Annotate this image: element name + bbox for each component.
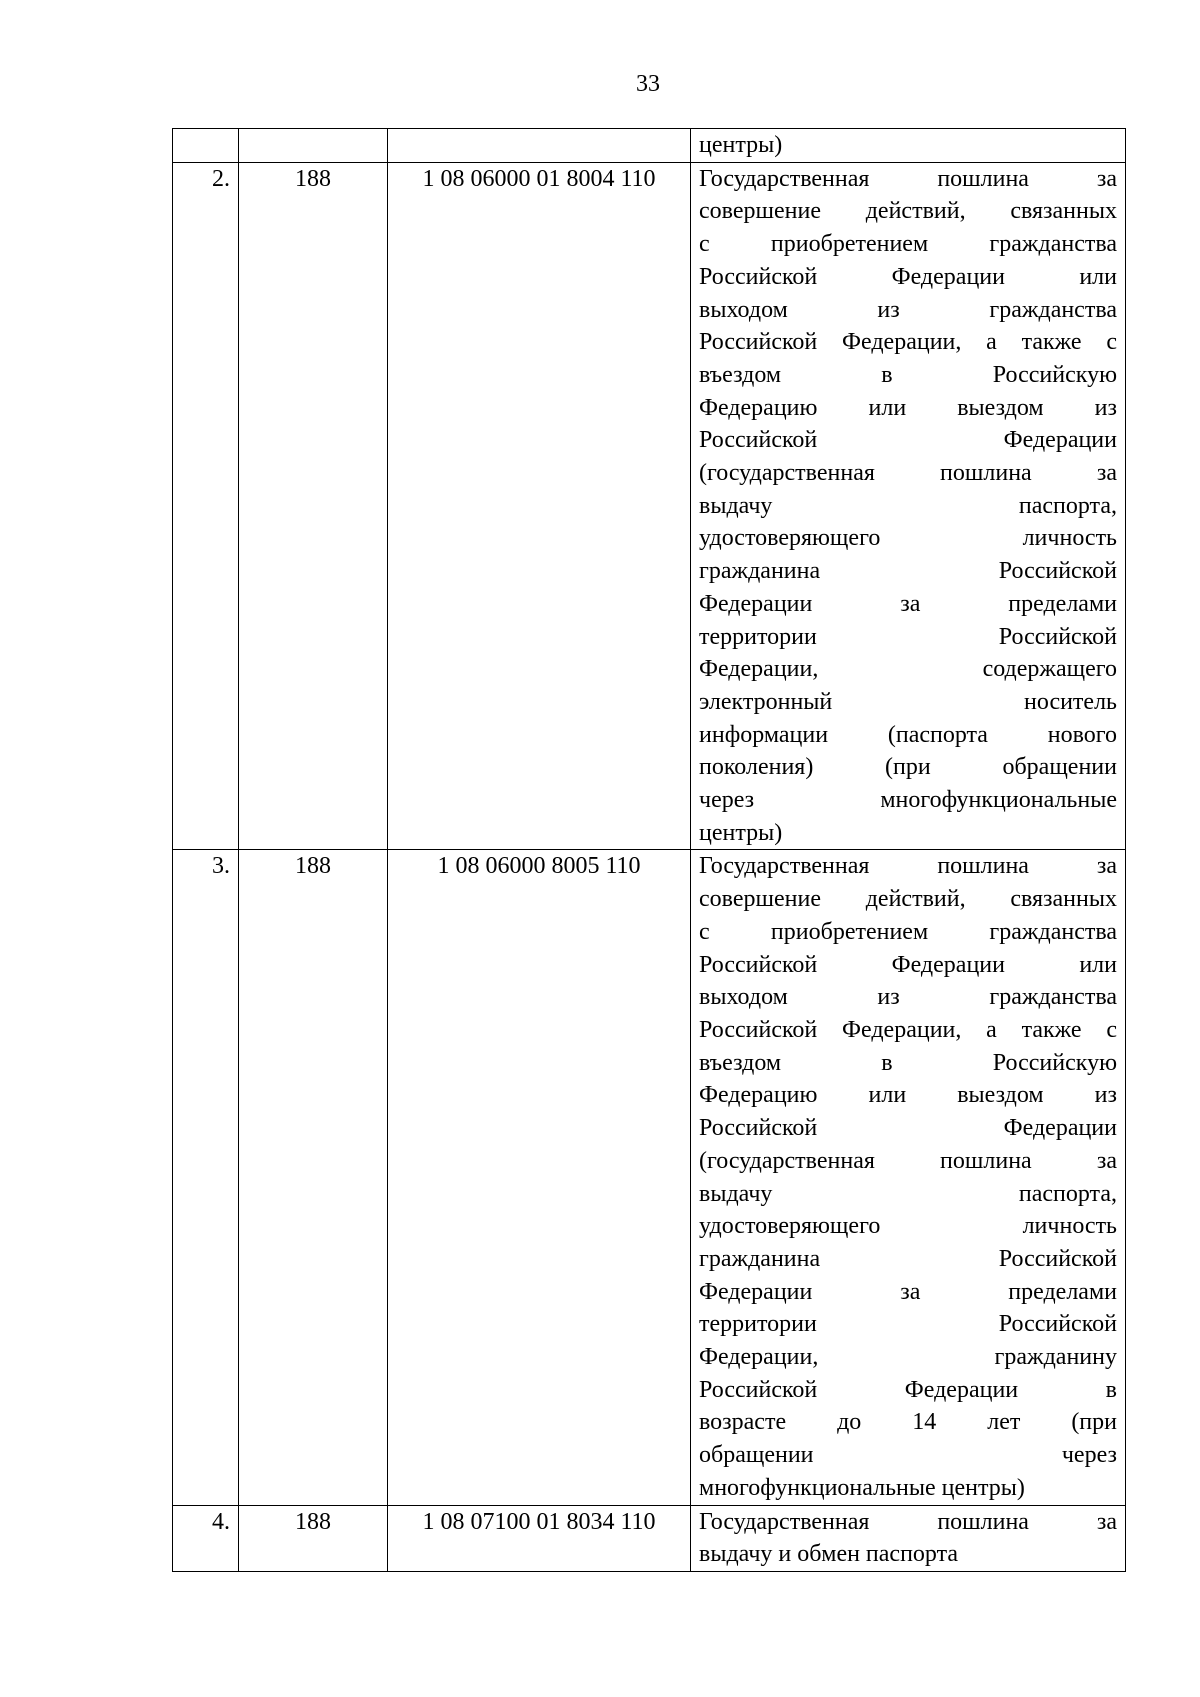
budget-classification-code-cell: 1 08 06000 01 8004 110 xyxy=(388,162,691,850)
fee-description-line: удостоверяющего личность xyxy=(699,1213,1117,1240)
fee-description-line: гражданина Российской xyxy=(699,1245,1117,1272)
fee-description-line: территории Российской xyxy=(699,623,1117,650)
fee-description-line: многофункциональные центры) xyxy=(699,1474,1025,1501)
fee-description-line: центры) xyxy=(699,132,783,158)
fee-description-line: Российской Федерации xyxy=(699,427,1117,454)
table-row xyxy=(173,129,1126,163)
fee-description-line: Федерации, содержащего xyxy=(699,656,1117,683)
row-number-cell: 3. xyxy=(173,850,239,1505)
fee-description-line: центры) xyxy=(699,819,783,846)
fee-table-body xyxy=(173,129,1126,1572)
fee-description-line: Российской Федерации или xyxy=(699,263,1117,290)
table-row xyxy=(173,162,1126,850)
row-number-cell: 4. xyxy=(173,1505,239,1571)
admin-code-cell xyxy=(239,129,388,163)
fee-description-cell xyxy=(691,850,1126,1505)
fee-description-line: Федерации за пределами xyxy=(699,590,1117,617)
fee-description-line: выдачу паспорта, xyxy=(699,492,1117,519)
budget-classification-code-cell: 1 08 06000 8005 110 xyxy=(388,850,691,1505)
fee-description-line: Государственная пошлина за xyxy=(699,1508,1117,1535)
budget-classification-code-cell xyxy=(388,129,691,163)
fee-description-cell xyxy=(691,129,1126,163)
fee-description-cell xyxy=(691,1505,1126,1571)
fee-description-line: с приобретением гражданства xyxy=(699,231,1117,258)
page-number: 33 xyxy=(636,71,660,97)
fee-description-line: Федерацию или выездом из xyxy=(699,1082,1117,1109)
fee-description-line: Российской Федерации, а также с xyxy=(699,1016,1117,1043)
row-number-cell: 2. xyxy=(173,162,239,850)
fee-description-line: территории Российской xyxy=(699,1311,1117,1338)
fee-description-line: информации (паспорта нового xyxy=(699,721,1117,748)
fee-description-line: Государственная пошлина за xyxy=(699,165,1117,192)
fee-description-line: выходом из гражданства xyxy=(699,296,1117,323)
fee-description-line: через многофункциональные xyxy=(699,787,1117,814)
fee-description-line: Российской Федерации xyxy=(699,1115,1117,1142)
row-number-cell xyxy=(173,129,239,163)
fee-description-line: с приобретением гражданства xyxy=(699,918,1117,945)
admin-code-cell: 188 xyxy=(239,162,388,850)
fee-description-cell xyxy=(691,162,1126,850)
fee-description-line: Федерации, гражданину xyxy=(699,1344,1117,1371)
fee-description-line: совершение действий, связанных xyxy=(699,886,1117,913)
fee-description-line: возрасте до 14 лет (при xyxy=(699,1409,1117,1436)
fee-description-line: удостоверяющего личность xyxy=(699,525,1117,552)
table-row xyxy=(173,1505,1126,1571)
fee-description-line: выдачу паспорта, xyxy=(699,1180,1117,1207)
table-row xyxy=(173,850,1126,1505)
fee-description-line: Государственная пошлина за xyxy=(699,853,1117,880)
fee-table xyxy=(172,128,1126,1572)
fee-description-line: (государственная пошлина за xyxy=(699,460,1117,487)
fee-description-line: электронный носитель xyxy=(699,688,1117,715)
fee-description-line: въездом в Российскую xyxy=(699,361,1117,388)
fee-description-line: въездом в Российскую xyxy=(699,1049,1117,1076)
fee-description-line: Российской Федерации или xyxy=(699,951,1117,978)
admin-code-cell: 188 xyxy=(239,1505,388,1571)
fee-description-line: Российской Федерации в xyxy=(699,1376,1117,1403)
fee-description-line: Федерацию или выездом из xyxy=(699,394,1117,421)
fee-description-line: выходом из гражданства xyxy=(699,984,1117,1011)
fee-description-line: выдачу и обмен паспорта xyxy=(699,1541,959,1568)
admin-code-cell: 188 xyxy=(239,850,388,1505)
fee-description-line: Федерации за пределами xyxy=(699,1278,1117,1305)
fee-description-line: поколения) (при обращении xyxy=(699,754,1117,781)
fee-description-line: (государственная пошлина за xyxy=(699,1147,1117,1174)
fee-description-line: гражданина Российской xyxy=(699,558,1117,585)
budget-classification-code-cell: 1 08 07100 01 8034 110 xyxy=(388,1505,691,1571)
fee-description-line: Российской Федерации, а также с xyxy=(699,329,1117,356)
fee-description-line: обращении через xyxy=(699,1442,1117,1469)
fee-description-line: совершение действий, связанных xyxy=(699,198,1117,225)
